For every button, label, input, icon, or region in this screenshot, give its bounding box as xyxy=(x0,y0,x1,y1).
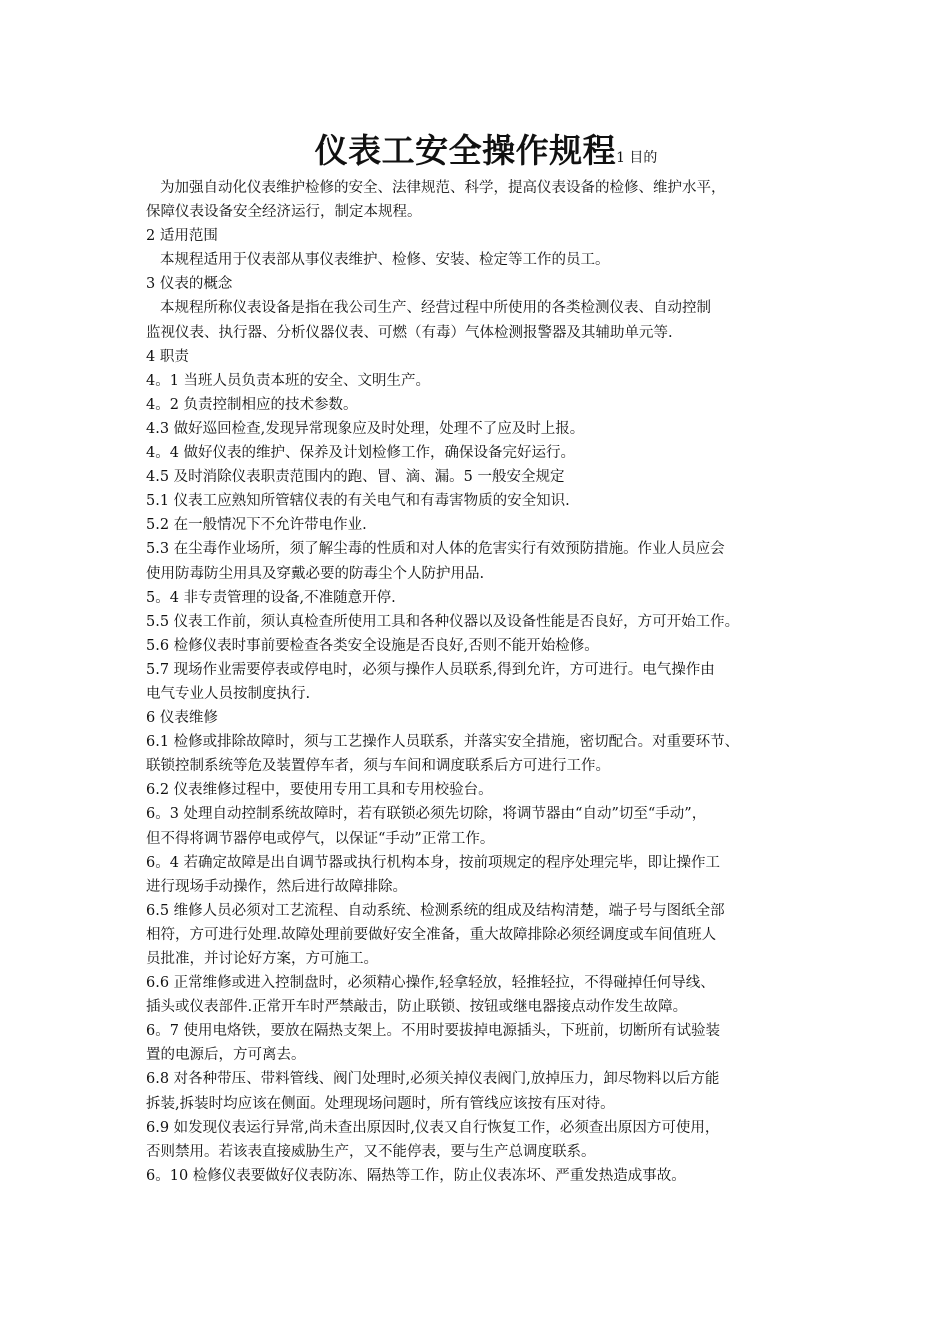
text-line: 4.5 及时消除仪表职责范围内的跑、冒、滴、漏。5 一般安全规定 xyxy=(146,469,565,486)
text-line: 5.2 在一般情况下不允许带电作业. xyxy=(146,517,367,534)
text-line: 4。4 做好仪表的维护、保养及计划检修工作，确保设备完好运行。 xyxy=(146,445,576,462)
text-line: 本规程所称仪表设备是指在我公司生产、经营过程中所使用的各类检测仪表、自动控制 xyxy=(160,300,711,317)
text-line: 4。1 当班人员负责本班的安全、文明生产。 xyxy=(146,372,431,389)
text-line: 置的电源后，方可离去。 xyxy=(146,1047,306,1064)
document-page xyxy=(146,126,826,1188)
text-line: 6.1 检修或排除故障时，须与工艺操作人员联系，并落实安全措施，密切配合。对重要环节、 xyxy=(146,734,740,751)
text-line: 6。3 处理自动控制系统故障时，若有联锁必须先切除，将调节器由“自动”切至“手动”， xyxy=(146,806,707,823)
text-line: 4。2 负责控制相应的技术参数。 xyxy=(146,396,358,413)
text-line: 4.3 做好巡回检查,发现异常现象应及时处理，处理不了应及时上报。 xyxy=(146,420,585,437)
title-row xyxy=(146,126,826,176)
text-line: 否则禁用。若该表直接威胁生产，又不能停表，要与生产总调度联系。 xyxy=(146,1143,596,1160)
text-line: 5.1 仪表工应熟知所管辖仪表的有关电气和有毒害物质的安全知识. xyxy=(146,493,570,510)
text-line: 5.3 在尘毒作业场所，须了解尘毒的性质和对人体的危害实行有效预防措施。作业人员应会 xyxy=(146,541,725,558)
text-line: 5。4 非专责管理的设备,不准随意开停. xyxy=(146,589,396,606)
text-line: 6。4 若确定故障是出自调节器或执行机构本身，按前项规定的程序处理完毕，即让操作工 xyxy=(146,854,721,871)
document-body xyxy=(146,176,826,1188)
text-line: 2 适用范围 xyxy=(146,228,218,245)
text-line: 6。7 使用电烙铁，要放在隔热支架上。不用时要拔掉电源插头，下班前，切断所有试验装 xyxy=(146,1023,721,1040)
text-line: 相符，方可进行处理.故障处理前要做好安全准备，重大故障排除必须经调度或车间值班人 xyxy=(146,926,717,943)
text-line: 6.9 如发现仪表运行异常,尚未查出原因时,仪表又自行恢复工作，必须查出原因方可使用， xyxy=(146,1119,720,1136)
text-line: 插头或仪表部件.正常开车时严禁敲击，防止联锁、按钮或继电器接点动作发生故障。 xyxy=(146,999,688,1016)
text-line: 本规程适用于仪表部从事仪表维护、检修、安装、检定等工作的员工。 xyxy=(160,252,610,269)
text-line: 监视仪表、执行器、分析仪器仪表、可燃（有毒）气体检测报警器及其辅助单元等. xyxy=(146,324,673,341)
text-line: 3 仪表的概念 xyxy=(146,276,233,293)
text-line: 进行现场手动操作，然后进行故障排除。 xyxy=(146,878,407,895)
text-line: 联锁控制系统等危及装置停车者，须与车间和调度联系后方可进行工作。 xyxy=(146,758,610,775)
text-line: 电气专业人员按制度执行. xyxy=(146,685,311,702)
text-line: 6。10 检修仪表要做好仪表防冻、隔热等工作，防止仪表冻坏、严重发热造成事故。 xyxy=(146,1167,686,1184)
text-line: 6.6 正常维修或进入控制盘时，必须精心操作,轻拿轻放，轻推轻拉，不得碰掉任何导线、 xyxy=(146,975,715,992)
text-line: 5.6 检修仪表时事前要检查各类安全设施是否良好,否则不能开始检修。 xyxy=(146,637,599,654)
text-line: 6.5 维修人员必须对工艺流程、自动系统、检测系统的组成及结构清楚，端子号与图纸全部 xyxy=(146,902,725,919)
text-line: 员批准，并讨论好方案，方可施工。 xyxy=(146,951,378,967)
text-line: 5.5 仪表工作前，须认真检查所使用工具和各种仪器以及设备性能是否良好，方可开始工作。 xyxy=(146,613,740,630)
document-title: 仪表工安全操作规程 xyxy=(314,131,617,170)
text-line: 6.8 对各种带压、带料管线、阀门处理时,必须关掉仪表阀门,放掉压力，卸尽物料以后方能 xyxy=(146,1071,720,1088)
text-line: 4 职责 xyxy=(146,348,189,365)
text-line: 保障仪表设备安全经济运行，制定本规程。 xyxy=(146,204,422,221)
section-1-heading: 1 目的 xyxy=(616,150,658,166)
text-line: 5.7 现场作业需要停表或停电时，必须与操作人员联系,得到允许，方可进行。电气操作由 xyxy=(146,661,715,678)
text-line: 6 仪表维修 xyxy=(146,710,218,727)
text-line: 但不得将调节器停电或停气，以保证“手动”正常工作。 xyxy=(146,830,495,847)
text-line: 使用防毒防尘用具及穿戴必要的防毒尘个人防护用品. xyxy=(146,565,485,582)
text-line: 为加强自动化仪表维护检修的安全、法律规范、科学，提高仪表设备的检修、维护水平， xyxy=(160,180,726,196)
text-line: 6.2 仪表维修过程中，要使用专用工具和专用校验台。 xyxy=(146,782,493,799)
text-line: 拆装,拆装时均应该在侧面。处理现场问题时，所有管线应该按有压对待。 xyxy=(146,1095,615,1112)
